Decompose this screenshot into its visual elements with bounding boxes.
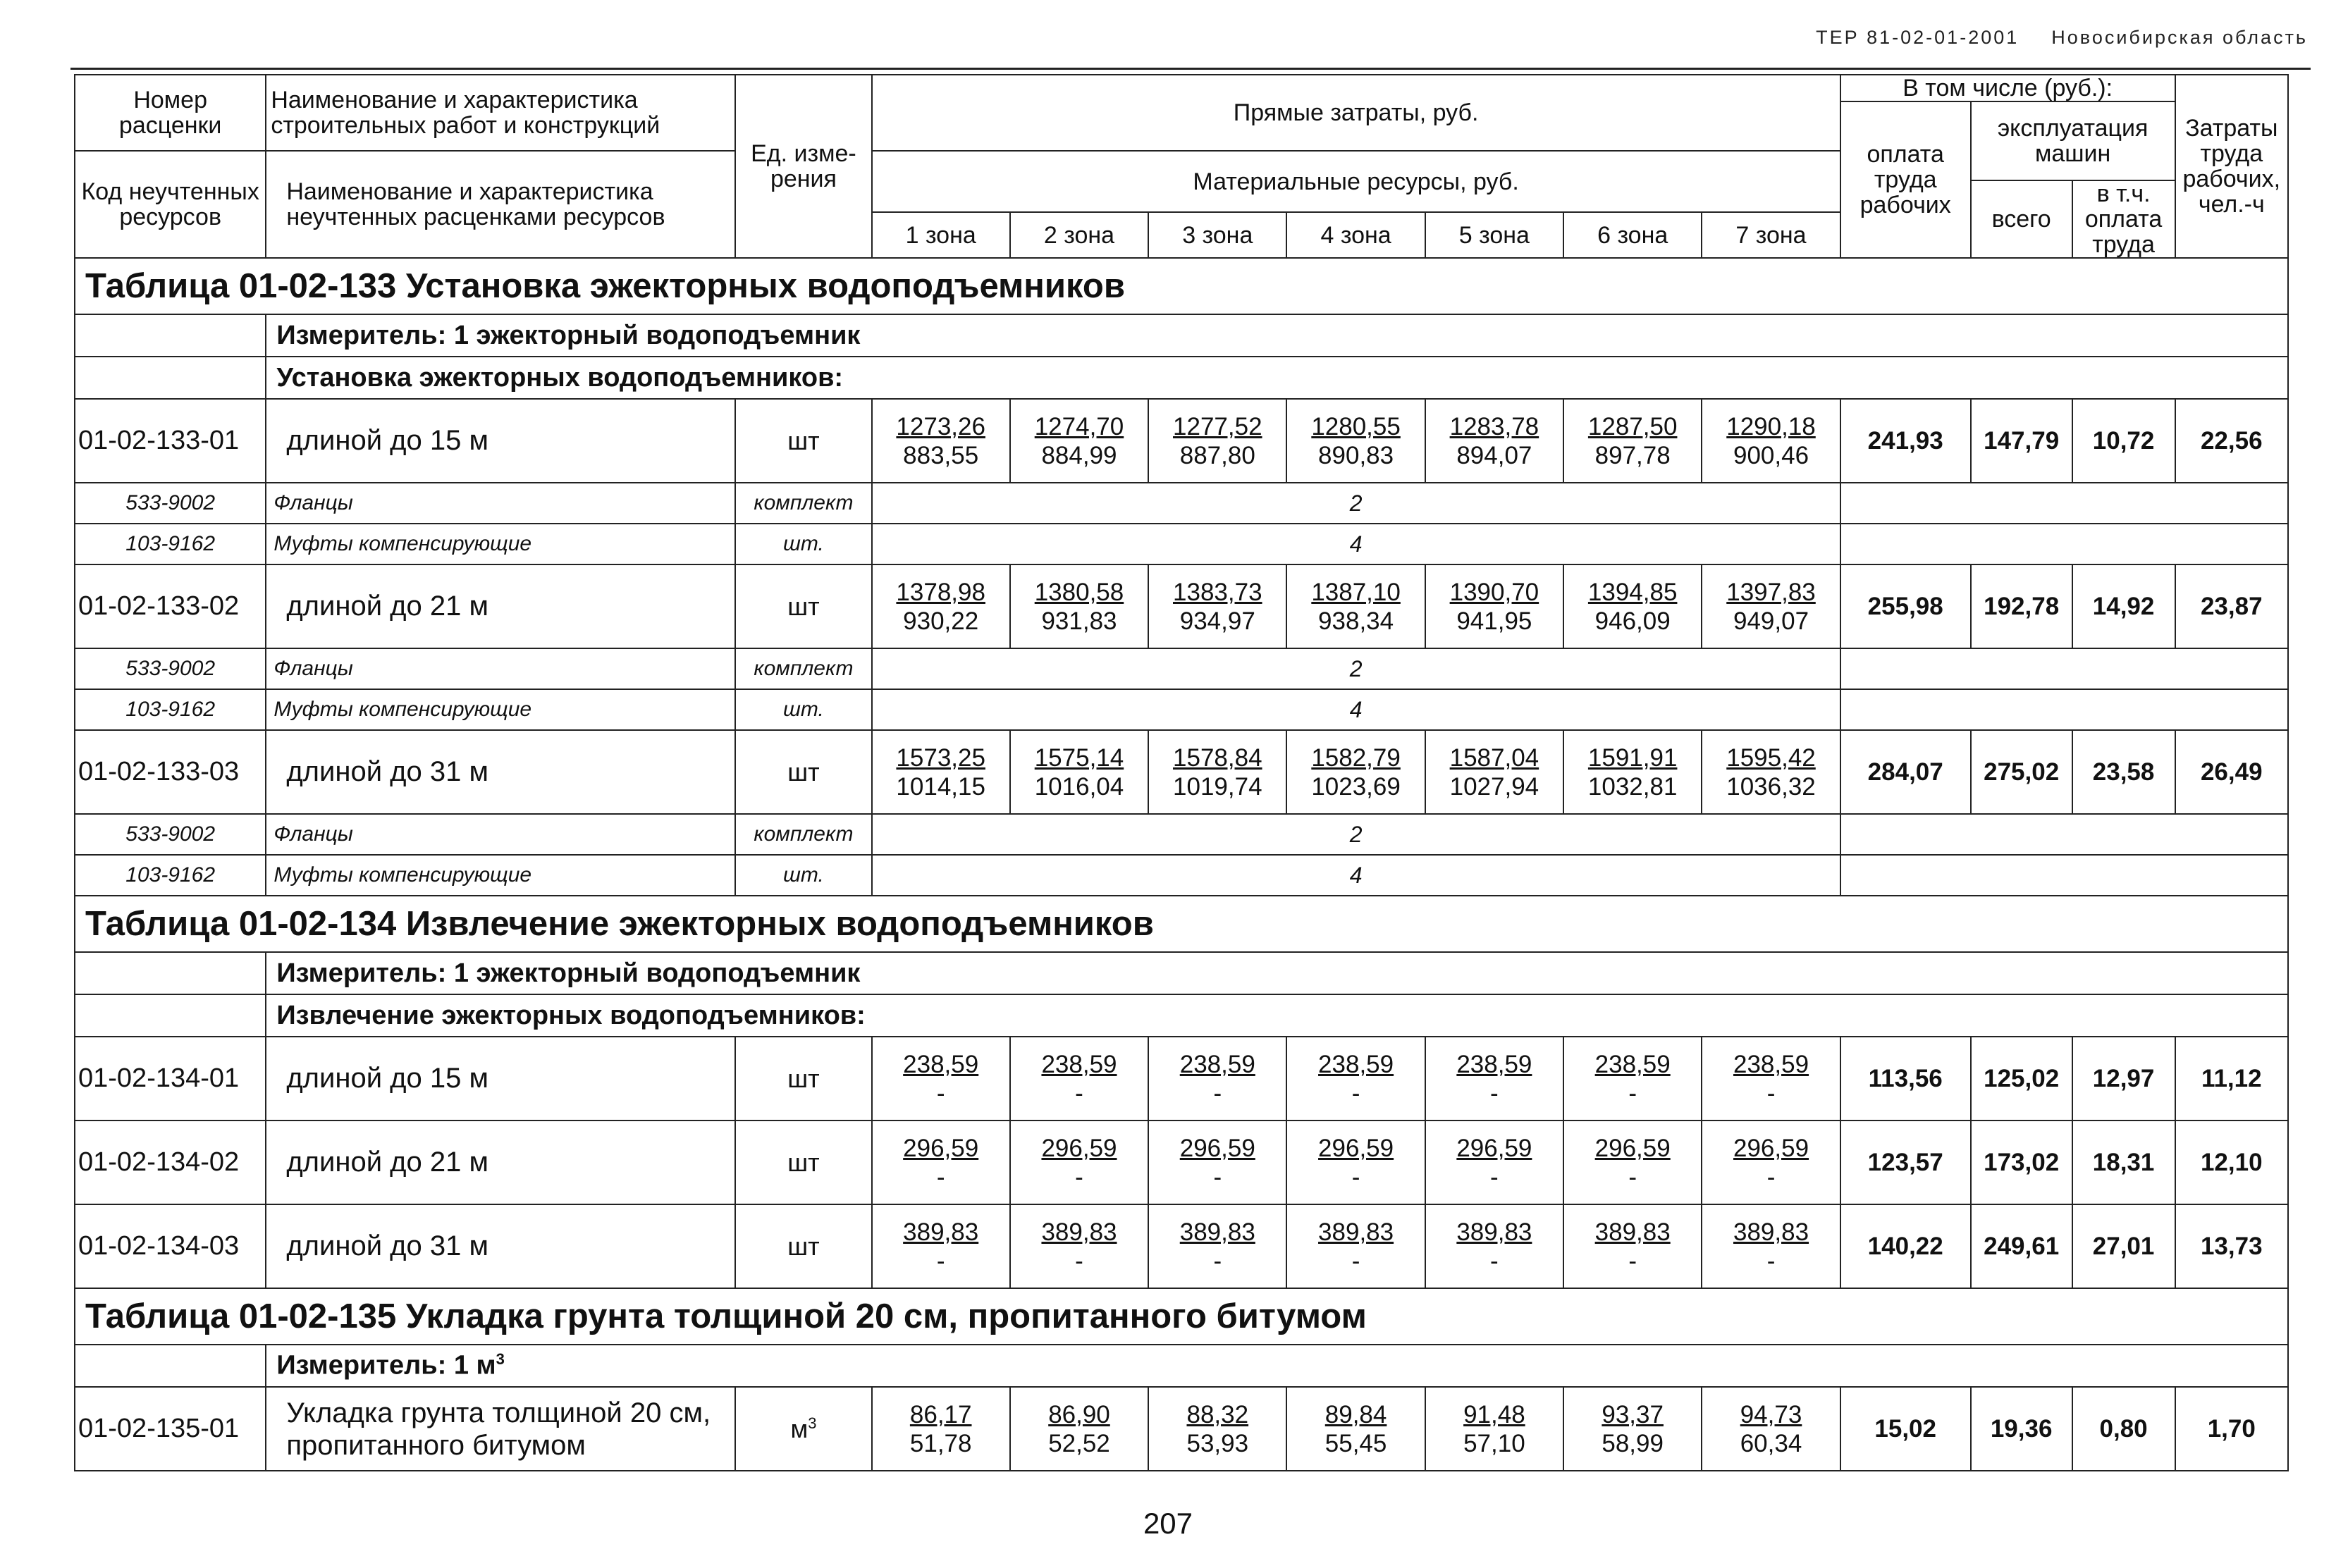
- zone-price: [1702, 1204, 1840, 1288]
- resource-row: [75, 648, 2288, 689]
- machine-pay: 12,97: [2072, 1037, 2175, 1121]
- material-cost: 51,78: [909, 1429, 972, 1457]
- material-cost: 1016,04: [1034, 772, 1124, 801]
- material-cost: 58,99: [1602, 1429, 1664, 1457]
- direct-cost: 1280,55: [1311, 412, 1401, 440]
- rate-row: [75, 1037, 2288, 1121]
- zone-price: [1010, 1204, 1148, 1288]
- direct-cost: 389,83: [1179, 1218, 1255, 1246]
- resource-code: 533-9002: [75, 814, 266, 855]
- resource-qty: 2: [872, 483, 1840, 524]
- material-cost: 931,83: [1041, 607, 1117, 635]
- material-cost: 52,52: [1048, 1429, 1110, 1457]
- material-cost: 887,80: [1179, 441, 1255, 469]
- material-cost: -: [1628, 1079, 1637, 1107]
- material-cost: -: [936, 1247, 945, 1275]
- header-code: ТЕР 81-02-01-2001: [1816, 27, 2020, 48]
- direct-cost: 88,32: [1186, 1400, 1249, 1428]
- zone-header: 1 зона: [872, 212, 1010, 258]
- labor-cost: 12,10: [2175, 1121, 2288, 1204]
- worker-pay: 140,22: [1840, 1204, 1971, 1288]
- direct-cost: 238,59: [1041, 1050, 1117, 1078]
- direct-cost: 1383,73: [1173, 578, 1262, 606]
- zone-price: [872, 1204, 1010, 1288]
- empty-cell: [75, 314, 266, 357]
- zone-header: 3 зона: [1148, 212, 1286, 258]
- worker-pay: 241,93: [1840, 399, 1971, 483]
- zone-price: [1148, 1204, 1286, 1288]
- material-cost: 884,99: [1041, 441, 1117, 469]
- col-machine-total: всего: [1971, 180, 2072, 258]
- zone-price: [1425, 1037, 1563, 1121]
- rate-name: длиной до 15 м: [266, 1037, 735, 1121]
- resource-row: [75, 814, 2288, 855]
- machine-total: 173,02: [1971, 1121, 2072, 1204]
- zone-header: 2 зона: [1010, 212, 1148, 258]
- rate-name: длиной до 15 м: [266, 399, 735, 483]
- col-worker-pay: оплата труда рабочих: [1840, 101, 1971, 258]
- zone-price: [1702, 730, 1840, 814]
- direct-cost: 238,59: [1733, 1050, 1809, 1078]
- zone-price: [1563, 564, 1702, 648]
- resource-row: [75, 689, 2288, 730]
- page-number: 207: [1143, 1507, 1193, 1540]
- rate-unit-text: шт: [787, 1231, 820, 1261]
- rate-row: [75, 564, 2288, 648]
- material-cost: 894,07: [1456, 441, 1532, 469]
- resource-code: 103-9162: [75, 524, 266, 564]
- zone-price: [872, 1121, 1010, 1204]
- direct-cost: 1587,04: [1449, 743, 1539, 772]
- material-cost: 930,22: [903, 607, 979, 635]
- zone-price: [1563, 1204, 1702, 1288]
- empty-cell: [1840, 689, 2288, 730]
- rate-code: 01-02-134-03: [75, 1204, 266, 1288]
- rate-unit: [735, 1037, 871, 1121]
- page-header: [1816, 27, 2308, 49]
- meter-row: [75, 1345, 2288, 1387]
- group-row: [75, 357, 2288, 399]
- direct-cost: 93,37: [1602, 1400, 1664, 1428]
- rate-row: [75, 1387, 2288, 1471]
- direct-cost: 296,59: [1456, 1134, 1532, 1162]
- empty-cell: [75, 1345, 266, 1387]
- rate-name: длиной до 31 м: [266, 730, 735, 814]
- rate-unit-text: шт: [787, 426, 820, 455]
- zone-price: [872, 730, 1010, 814]
- resource-qty: 2: [872, 814, 1840, 855]
- direct-cost: 296,59: [1179, 1134, 1255, 1162]
- resource-row: [75, 855, 2288, 896]
- material-cost: 57,10: [1463, 1429, 1525, 1457]
- zone-price: [1010, 399, 1148, 483]
- resource-name: Фланцы: [266, 648, 735, 689]
- machine-total: 19,36: [1971, 1387, 2072, 1471]
- rate-name: длиной до 21 м: [266, 1121, 735, 1204]
- material-cost: -: [1351, 1163, 1360, 1191]
- direct-cost: 94,73: [1740, 1400, 1802, 1428]
- meter-cell: [266, 952, 2288, 994]
- zone-price: [872, 1037, 1010, 1121]
- col-labor: Затраты труда рабочих, чел.-ч: [2175, 75, 2288, 258]
- zone-price: [1148, 730, 1286, 814]
- direct-cost: 1274,70: [1034, 412, 1124, 440]
- direct-cost: 1578,84: [1173, 743, 1262, 772]
- meter-cell: [266, 314, 2288, 357]
- zone-price: [1286, 1204, 1425, 1288]
- direct-cost: 238,59: [1594, 1050, 1671, 1078]
- machine-pay: 10,72: [2072, 399, 2175, 483]
- direct-cost: 1283,78: [1449, 412, 1539, 440]
- direct-cost: 296,59: [903, 1134, 979, 1162]
- zone-price: [1286, 1387, 1425, 1471]
- resource-unit: комплект: [735, 814, 871, 855]
- col-including: В том числе (руб.):: [1840, 75, 2175, 101]
- empty-cell: [1840, 648, 2288, 689]
- empty-cell: [1840, 855, 2288, 896]
- col-machine-operation: эксплуатация машин: [1971, 101, 2175, 180]
- col-resource-code: Код неучтенных ресурсов: [75, 151, 266, 258]
- empty-cell: [1840, 524, 2288, 564]
- resource-code: 533-9002: [75, 483, 266, 524]
- col-work-name: Наименование и характеристика строительных работ и конструкций: [266, 75, 735, 151]
- material-cost: -: [1075, 1163, 1083, 1191]
- direct-cost: 296,59: [1594, 1134, 1671, 1162]
- rate-row: [75, 1204, 2288, 1288]
- machine-total: 249,61: [1971, 1204, 2072, 1288]
- zone-price: [1425, 1121, 1563, 1204]
- zone-price: [1286, 730, 1425, 814]
- section-title: Таблица 01-02-134 Извлечение эжекторных водоподъемников: [75, 896, 2288, 952]
- direct-cost: 1378,98: [896, 578, 985, 606]
- material-cost: 60,34: [1740, 1429, 1802, 1457]
- direct-cost: 389,83: [1318, 1218, 1394, 1246]
- rates-table: [74, 74, 2289, 1471]
- rate-unit-superscript: 3: [808, 1414, 817, 1432]
- zone-price: [1702, 564, 1840, 648]
- labor-cost: 22,56: [2175, 399, 2288, 483]
- resource-qty: 2: [872, 648, 1840, 689]
- material-cost: 883,55: [903, 441, 979, 469]
- empty-cell: [75, 952, 266, 994]
- zone-price: [1425, 1204, 1563, 1288]
- empty-cell: [75, 994, 266, 1037]
- material-cost: -: [1766, 1163, 1776, 1191]
- zone-price: [1425, 564, 1563, 648]
- labor-cost: 26,49: [2175, 730, 2288, 814]
- rate-code: 01-02-133-02: [75, 564, 266, 648]
- zone-price: [1563, 1037, 1702, 1121]
- direct-cost: 238,59: [1179, 1050, 1255, 1078]
- zone-price: [1010, 1387, 1148, 1471]
- rate-name: длиной до 21 м: [266, 564, 735, 648]
- direct-cost: 1390,70: [1449, 578, 1539, 606]
- direct-cost: 389,83: [1733, 1218, 1809, 1246]
- zone-price: [1425, 730, 1563, 814]
- worker-pay: 123,57: [1840, 1121, 1971, 1204]
- direct-cost: 1387,10: [1311, 578, 1401, 606]
- material-cost: -: [1490, 1079, 1499, 1107]
- resource-unit: шт.: [735, 855, 871, 896]
- col-machine-incl-pay: в т.ч. оплата труда: [2072, 180, 2175, 258]
- group-title: Извлечение эжекторных водоподъемников:: [266, 994, 2288, 1037]
- rate-unit: [735, 399, 871, 483]
- material-cost: 934,97: [1179, 607, 1255, 635]
- machine-pay: 27,01: [2072, 1204, 2175, 1288]
- material-cost: 938,34: [1318, 607, 1394, 635]
- zone-price: [1425, 399, 1563, 483]
- direct-cost: 1273,26: [896, 412, 985, 440]
- material-cost: 900,46: [1733, 441, 1809, 469]
- empty-cell: [75, 357, 266, 399]
- material-cost: 946,09: [1594, 607, 1671, 635]
- zone-price: [1148, 399, 1286, 483]
- zone-price: [872, 399, 1010, 483]
- zone-header: 4 зона: [1286, 212, 1425, 258]
- material-cost: -: [1490, 1247, 1499, 1275]
- rate-code: 01-02-134-02: [75, 1121, 266, 1204]
- material-cost: -: [1766, 1247, 1776, 1275]
- material-cost: 890,83: [1318, 441, 1394, 469]
- direct-cost: 1287,50: [1587, 412, 1678, 440]
- meter-text: Измеритель: 1 эжекторный водоподъемник: [276, 958, 861, 988]
- resource-code: 533-9002: [75, 648, 266, 689]
- material-cost: -: [1075, 1079, 1083, 1107]
- resource-code: 103-9162: [75, 689, 266, 730]
- zone-price: [1702, 399, 1840, 483]
- material-cost: -: [1213, 1247, 1222, 1275]
- material-cost: 1023,69: [1311, 772, 1401, 801]
- zone-price: [1286, 564, 1425, 648]
- resource-unit: шт.: [735, 524, 871, 564]
- header-region: Новосибирская область: [2051, 27, 2308, 48]
- material-cost: 1036,32: [1726, 772, 1816, 801]
- resource-name: Фланцы: [266, 483, 735, 524]
- material-cost: -: [1351, 1247, 1360, 1275]
- rate-unit: [735, 1204, 871, 1288]
- worker-pay: 284,07: [1840, 730, 1971, 814]
- resource-unit: комплект: [735, 483, 871, 524]
- zone-price: [1702, 1037, 1840, 1121]
- labor-cost: 1,70: [2175, 1387, 2288, 1471]
- direct-cost: 1582,79: [1311, 743, 1401, 772]
- zone-price: [1148, 1387, 1286, 1471]
- meter-row: [75, 314, 2288, 357]
- zone-price: [1148, 564, 1286, 648]
- rate-row: [75, 1121, 2288, 1204]
- section-title-row: [75, 258, 2288, 314]
- rate-name: Укладка грунта толщиной 20 см, пропитанного битумом: [266, 1387, 735, 1471]
- resource-qty: 4: [872, 855, 1840, 896]
- direct-cost: 296,59: [1733, 1134, 1809, 1162]
- meter-superscript: 3: [496, 1350, 505, 1369]
- machine-pay: 0,80: [2072, 1387, 2175, 1471]
- worker-pay: 255,98: [1840, 564, 1971, 648]
- direct-cost: 86,17: [909, 1400, 972, 1428]
- rate-code: 01-02-133-01: [75, 399, 266, 483]
- direct-cost: 91,48: [1463, 1400, 1525, 1428]
- col-direct-costs: Прямые затраты, руб.: [872, 75, 1840, 151]
- section-title: Таблица 01-02-133 Установка эжекторных водоподъемников: [75, 258, 2288, 314]
- resource-name: Муфты компенсирующие: [266, 855, 735, 896]
- resource-row: [75, 524, 2288, 564]
- rate-unit: [735, 730, 871, 814]
- material-cost: -: [1213, 1079, 1222, 1107]
- direct-cost: 86,90: [1048, 1400, 1110, 1428]
- material-cost: 1014,15: [896, 772, 985, 801]
- direct-cost: 1394,85: [1587, 578, 1678, 606]
- material-cost: -: [936, 1163, 945, 1191]
- rate-unit: [735, 1387, 871, 1471]
- labor-cost: 23,87: [2175, 564, 2288, 648]
- direct-cost: 1573,25: [896, 743, 985, 772]
- direct-cost: 238,59: [1318, 1050, 1394, 1078]
- direct-cost: 389,83: [1594, 1218, 1671, 1246]
- direct-cost: 1575,14: [1034, 743, 1124, 772]
- worker-pay: 113,56: [1840, 1037, 1971, 1121]
- direct-cost: 1380,58: [1034, 578, 1124, 606]
- direct-cost: 1591,91: [1587, 743, 1678, 772]
- material-cost: -: [936, 1079, 945, 1107]
- material-cost: 949,07: [1733, 607, 1809, 635]
- worker-pay: 15,02: [1840, 1387, 1971, 1471]
- direct-cost: 389,83: [1456, 1218, 1532, 1246]
- material-cost: 897,78: [1594, 441, 1671, 469]
- rate-unit-text: шт: [787, 1063, 820, 1093]
- rate-code: 01-02-134-01: [75, 1037, 266, 1121]
- machine-total: 192,78: [1971, 564, 2072, 648]
- direct-cost: 1290,18: [1726, 412, 1816, 440]
- material-cost: 1027,94: [1449, 772, 1539, 801]
- resource-code: 103-9162: [75, 855, 266, 896]
- meter-text: Измеритель: 1 эжекторный водоподъемник: [276, 320, 861, 350]
- direct-cost: 1595,42: [1726, 743, 1816, 772]
- material-cost: 1032,81: [1587, 772, 1678, 801]
- zone-price: [1563, 730, 1702, 814]
- zone-price: [1010, 730, 1148, 814]
- resource-unit: шт.: [735, 689, 871, 730]
- rate-code: 01-02-133-03: [75, 730, 266, 814]
- material-cost: 941,95: [1456, 607, 1532, 635]
- machine-total: 147,79: [1971, 399, 2072, 483]
- machine-total: 275,02: [1971, 730, 2072, 814]
- material-cost: -: [1351, 1079, 1360, 1107]
- group-row: [75, 994, 2288, 1037]
- machine-total: 125,02: [1971, 1037, 2072, 1121]
- zone-price: [1702, 1387, 1840, 1471]
- machine-pay: 18,31: [2072, 1121, 2175, 1204]
- zone-price: [1148, 1037, 1286, 1121]
- rate-row: [75, 730, 2288, 814]
- rate-row: [75, 399, 2288, 483]
- rate-name: длиной до 31 м: [266, 1204, 735, 1288]
- col-resource-name: Наименование и характеристика неучтенных расценками ресурсов: [266, 151, 735, 258]
- material-cost: -: [1766, 1079, 1776, 1107]
- zone-price: [1563, 1387, 1702, 1471]
- direct-cost: 1277,52: [1173, 412, 1262, 440]
- direct-cost: 1397,83: [1726, 578, 1816, 606]
- meter-cell: [266, 1345, 2288, 1387]
- section-title-row: [75, 1288, 2288, 1345]
- zone-price: [1702, 1121, 1840, 1204]
- zone-header: 6 зона: [1563, 212, 1702, 258]
- empty-cell: [1840, 814, 2288, 855]
- material-cost: 1019,74: [1173, 772, 1262, 801]
- rate-unit: [735, 1121, 871, 1204]
- zone-price: [1286, 399, 1425, 483]
- direct-cost: 389,83: [903, 1218, 979, 1246]
- material-cost: -: [1628, 1247, 1637, 1275]
- rate-unit-text: шт: [787, 757, 820, 786]
- resource-qty: 4: [872, 689, 1840, 730]
- material-cost: 55,45: [1324, 1429, 1387, 1457]
- rate-unit: [735, 564, 871, 648]
- material-cost: -: [1213, 1163, 1222, 1191]
- material-cost: -: [1490, 1163, 1499, 1191]
- resource-qty: 4: [872, 524, 1840, 564]
- material-cost: -: [1075, 1247, 1083, 1275]
- col-rate-number: Номер расценки: [75, 75, 266, 151]
- zone-price: [1425, 1387, 1563, 1471]
- direct-cost: 389,83: [1041, 1218, 1117, 1246]
- rate-code: 01-02-135-01: [75, 1387, 266, 1471]
- rate-unit-text: шт: [787, 1147, 820, 1177]
- zone-header: 7 зона: [1702, 212, 1840, 258]
- meter-row: [75, 952, 2288, 994]
- resource-name: Фланцы: [266, 814, 735, 855]
- zone-price: [1010, 1121, 1148, 1204]
- direct-cost: 89,84: [1324, 1400, 1387, 1428]
- col-unit: Ед. изме- рения: [735, 75, 871, 258]
- machine-pay: 14,92: [2072, 564, 2175, 648]
- zone-header: 5 зона: [1425, 212, 1563, 258]
- header-rule: [70, 68, 2311, 70]
- zone-price: [1563, 1121, 1702, 1204]
- resource-name: Муфты компенсирующие: [266, 524, 735, 564]
- resource-unit: комплект: [735, 648, 871, 689]
- labor-cost: 11,12: [2175, 1037, 2288, 1121]
- zone-price: [872, 1387, 1010, 1471]
- direct-cost: 296,59: [1041, 1134, 1117, 1162]
- material-cost: -: [1628, 1163, 1637, 1191]
- zone-price: [1010, 564, 1148, 648]
- section-title-row: [75, 896, 2288, 952]
- direct-cost: 238,59: [903, 1050, 979, 1078]
- material-cost: 53,93: [1186, 1429, 1249, 1457]
- zone-price: [1010, 1037, 1148, 1121]
- rate-unit-text: м: [790, 1414, 809, 1443]
- resource-name: Муфты компенсирующие: [266, 689, 735, 730]
- rate-unit-text: шт: [787, 591, 820, 621]
- machine-pay: 23,58: [2072, 730, 2175, 814]
- labor-cost: 13,73: [2175, 1204, 2288, 1288]
- direct-cost: 296,59: [1318, 1134, 1394, 1162]
- zone-price: [1286, 1121, 1425, 1204]
- empty-cell: [1840, 483, 2288, 524]
- table-body: [75, 75, 2288, 1471]
- meter-text: Измеритель: 1 м: [276, 1350, 496, 1381]
- zone-price: [1148, 1121, 1286, 1204]
- group-title: Установка эжекторных водоподъемников:: [266, 357, 2288, 399]
- zone-price: [1286, 1037, 1425, 1121]
- zone-price: [872, 564, 1010, 648]
- direct-cost: 238,59: [1456, 1050, 1532, 1078]
- section-title: Таблица 01-02-135 Укладка грунта толщиной 20 см, пропитанного битумом: [75, 1288, 2288, 1345]
- col-material-resources: Материальные ресурсы, руб.: [872, 151, 1840, 212]
- resource-row: [75, 483, 2288, 524]
- zone-price: [1563, 399, 1702, 483]
